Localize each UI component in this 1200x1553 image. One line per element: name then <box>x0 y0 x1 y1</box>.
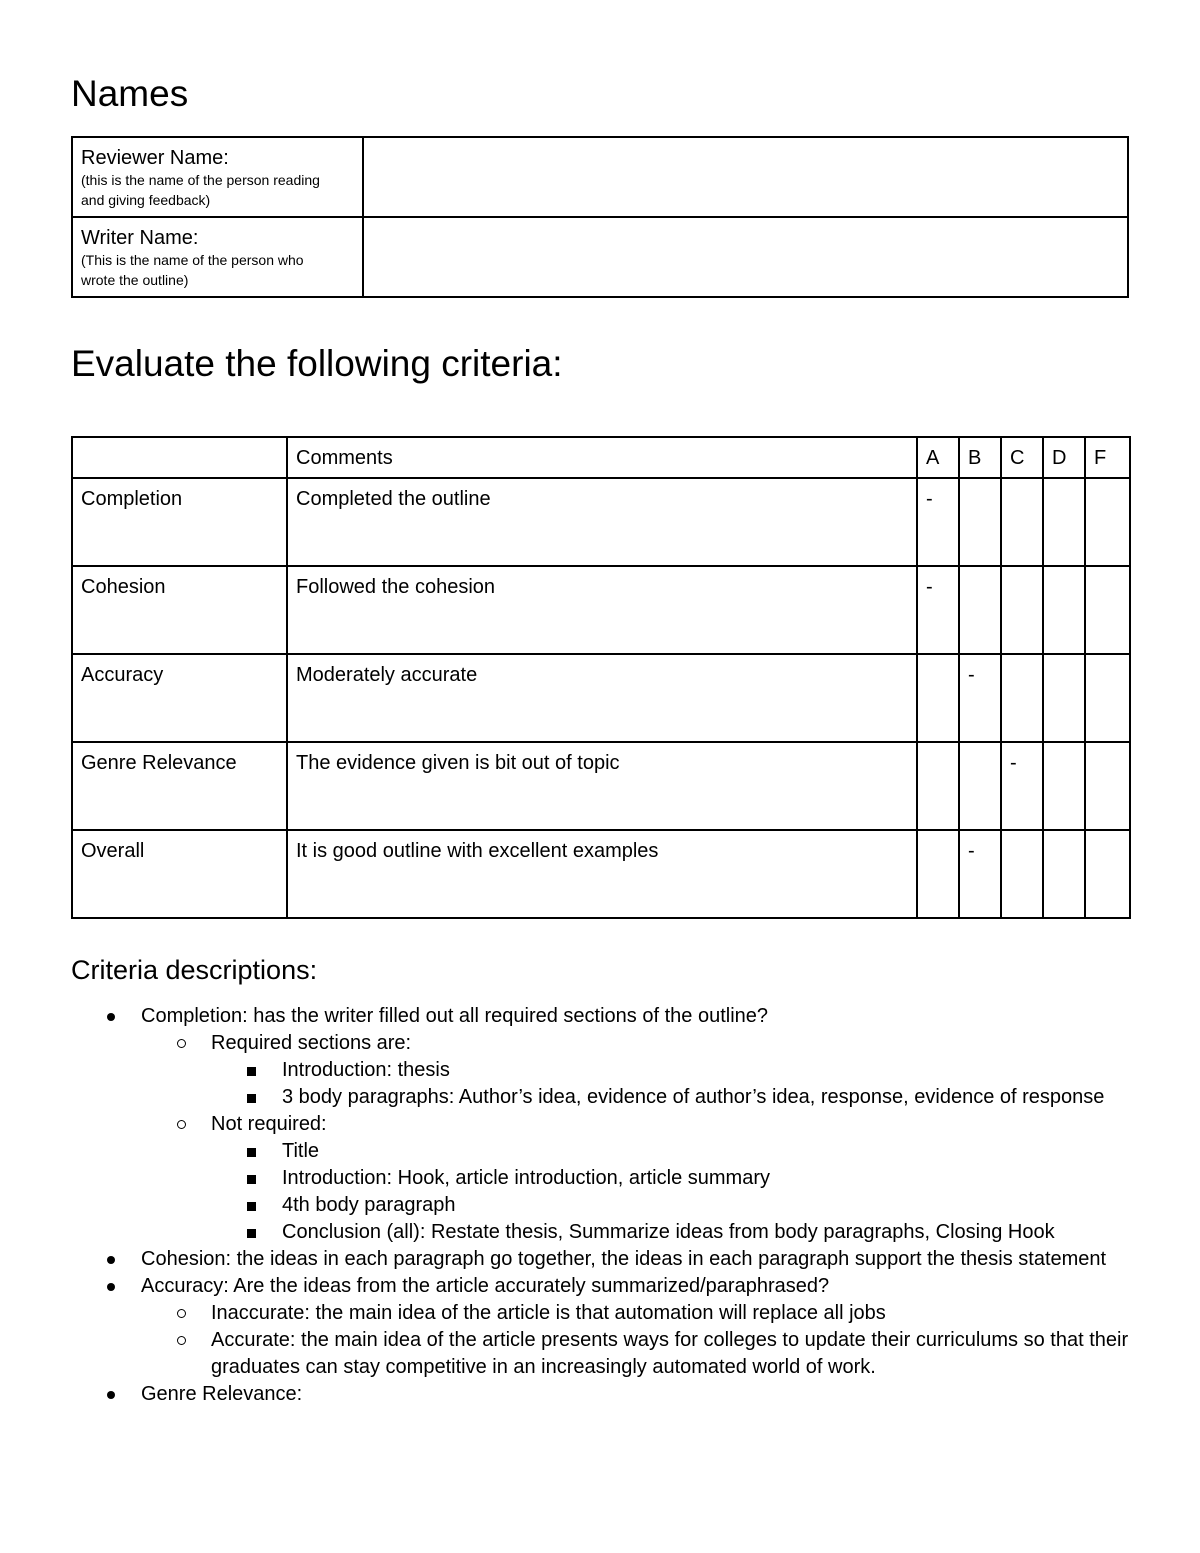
criteria-table <box>71 436 1131 919</box>
criterion-label: Accuracy <box>72 654 287 742</box>
bullet-circle-icon <box>177 1309 186 1318</box>
comment-cell[interactable]: Moderately accurate <box>287 654 917 742</box>
grade-cell-b[interactable] <box>959 478 1001 566</box>
bullet-square-icon <box>247 1202 256 1211</box>
writer-label-cell <box>72 217 363 297</box>
list-item-text: 3 body paragraphs: Author’s idea, evidence of author’s idea, response, evidence of response <box>282 1086 1105 1108</box>
grade-cell-c[interactable] <box>1001 478 1043 566</box>
writer-name-hint-line2: wrote the outline) <box>81 272 189 288</box>
bullet-circle-icon <box>177 1039 186 1048</box>
grade-cell-b[interactable]: - <box>959 830 1001 918</box>
list-item-text: Introduction: Hook, article introduction, article summary <box>282 1167 770 1189</box>
header-grade-a: A <box>917 437 959 478</box>
writer-name-label: Writer Name: <box>81 227 199 249</box>
list-item-text: Cohesion: the ideas in each paragraph go together, the ideas in each paragraph support the thesis statement <box>141 1248 1107 1270</box>
list-item <box>71 1165 1151 1192</box>
list-item <box>71 1138 1151 1165</box>
writer-row <box>72 217 1128 297</box>
bullet-square-icon <box>247 1067 256 1076</box>
grade-cell-a[interactable] <box>917 742 959 830</box>
list-item-text: Introduction: thesis <box>282 1059 450 1081</box>
criteria-header-row <box>72 437 1130 478</box>
bullet-dot-icon <box>107 1256 115 1264</box>
bullet-circle-icon <box>177 1336 186 1345</box>
bullet-square-icon <box>247 1148 256 1157</box>
list-item-text: Required sections are: <box>211 1032 412 1054</box>
grade-cell-a[interactable]: - <box>917 478 959 566</box>
grade-cell-b[interactable]: - <box>959 654 1001 742</box>
grade-cell-f[interactable] <box>1085 478 1130 566</box>
grade-cell-b[interactable] <box>959 742 1001 830</box>
evaluate-heading: Evaluate the following criteria: <box>71 343 563 384</box>
list-item <box>71 1057 1151 1084</box>
reviewer-name-field[interactable] <box>363 137 1128 217</box>
grade-cell-d[interactable] <box>1043 830 1085 918</box>
bullet-dot-icon <box>107 1391 115 1399</box>
criterion-label: Completion <box>72 478 287 566</box>
criteria-descriptions-heading: Criteria descriptions: <box>71 955 318 985</box>
bullet-square-icon <box>247 1229 256 1238</box>
criteria-row-genre-relevance <box>72 742 1130 830</box>
list-item-text: Accuracy: Are the ideas from the article accurately summarized/paraphrased? <box>141 1275 830 1297</box>
criteria-descriptions-list <box>71 1003 1151 1408</box>
grade-cell-a[interactable] <box>917 830 959 918</box>
grade-cell-f[interactable] <box>1085 830 1130 918</box>
criteria-row-completion <box>72 478 1130 566</box>
criterion-label: Cohesion <box>72 566 287 654</box>
names-heading: Names <box>71 73 189 114</box>
grade-cell-d[interactable] <box>1043 742 1085 830</box>
criteria-row-overall <box>72 830 1130 918</box>
comment-cell[interactable]: It is good outline with excellent examples <box>287 830 917 918</box>
header-comments: Comments <box>287 437 917 478</box>
list-item-text: 4th body paragraph <box>282 1194 456 1216</box>
bullet-square-icon <box>247 1175 256 1184</box>
criteria-row-accuracy <box>72 654 1130 742</box>
bullet-circle-icon <box>177 1120 186 1129</box>
header-grade-f: F <box>1085 437 1130 478</box>
grade-cell-a[interactable]: - <box>917 566 959 654</box>
list-item <box>71 1246 1151 1273</box>
grade-cell-d[interactable] <box>1043 478 1085 566</box>
grade-cell-f[interactable] <box>1085 742 1130 830</box>
header-grade-b: B <box>959 437 1001 478</box>
writer-name-hint-line1: (This is the name of the person who <box>81 252 304 268</box>
bullet-dot-icon <box>107 1283 115 1291</box>
list-item-text: Title <box>282 1140 320 1162</box>
comment-cell[interactable]: Completed the outline <box>287 478 917 566</box>
grade-cell-b[interactable] <box>959 566 1001 654</box>
comment-cell[interactable]: The evidence given is bit out of topic <box>287 742 917 830</box>
criterion-label: Overall <box>72 830 287 918</box>
writer-name-field[interactable] <box>363 217 1128 297</box>
reviewer-row <box>72 137 1128 217</box>
comment-cell[interactable]: Followed the cohesion <box>287 566 917 654</box>
grade-cell-f[interactable] <box>1085 566 1130 654</box>
list-item <box>71 1327 1151 1381</box>
list-item <box>71 1273 1151 1300</box>
list-item <box>71 1111 1151 1138</box>
grade-cell-f[interactable] <box>1085 654 1130 742</box>
list-item-text: Genre Relevance: <box>141 1383 303 1405</box>
reviewer-name-hint-line2: and giving feedback) <box>81 192 211 208</box>
names-table <box>71 136 1129 298</box>
reviewer-label-cell <box>72 137 363 217</box>
list-item <box>71 1300 1151 1327</box>
list-item-text: Accurate: the main idea of the article presents ways for colleges to update their curriculums so that their graduates can stay competitive in an increasingly automated world of work. <box>211 1329 1129 1378</box>
reviewer-name-label: Reviewer Name: <box>81 147 229 169</box>
grade-cell-c[interactable] <box>1001 566 1043 654</box>
grade-cell-d[interactable] <box>1043 654 1085 742</box>
list-item <box>71 1003 1151 1030</box>
list-item-text: Completion: has the writer filled out all required sections of the outline? <box>141 1005 769 1027</box>
list-item <box>71 1381 1151 1408</box>
list-item <box>71 1030 1151 1057</box>
grade-cell-c[interactable] <box>1001 654 1043 742</box>
header-grade-c: C <box>1001 437 1043 478</box>
grade-cell-c[interactable] <box>1001 830 1043 918</box>
bullet-square-icon <box>247 1094 256 1103</box>
grade-cell-d[interactable] <box>1043 566 1085 654</box>
list-item <box>71 1084 1151 1111</box>
header-criterion <box>72 437 287 478</box>
list-item-text: Not required: <box>211 1113 327 1135</box>
criteria-row-cohesion <box>72 566 1130 654</box>
grade-cell-c[interactable]: - <box>1001 742 1043 830</box>
list-item <box>71 1219 1151 1246</box>
grade-cell-a[interactable] <box>917 654 959 742</box>
criterion-label: Genre Relevance <box>72 742 287 830</box>
header-grade-d: D <box>1043 437 1085 478</box>
list-item-text: Conclusion (all): Restate thesis, Summarize ideas from body paragraphs, Closing Hook <box>282 1221 1055 1243</box>
list-item-text: Inaccurate: the main idea of the article is that automation will replace all jobs <box>211 1302 886 1324</box>
list-item <box>71 1192 1151 1219</box>
reviewer-name-hint-line1: (this is the name of the person reading <box>81 172 320 188</box>
bullet-dot-icon <box>107 1013 115 1021</box>
